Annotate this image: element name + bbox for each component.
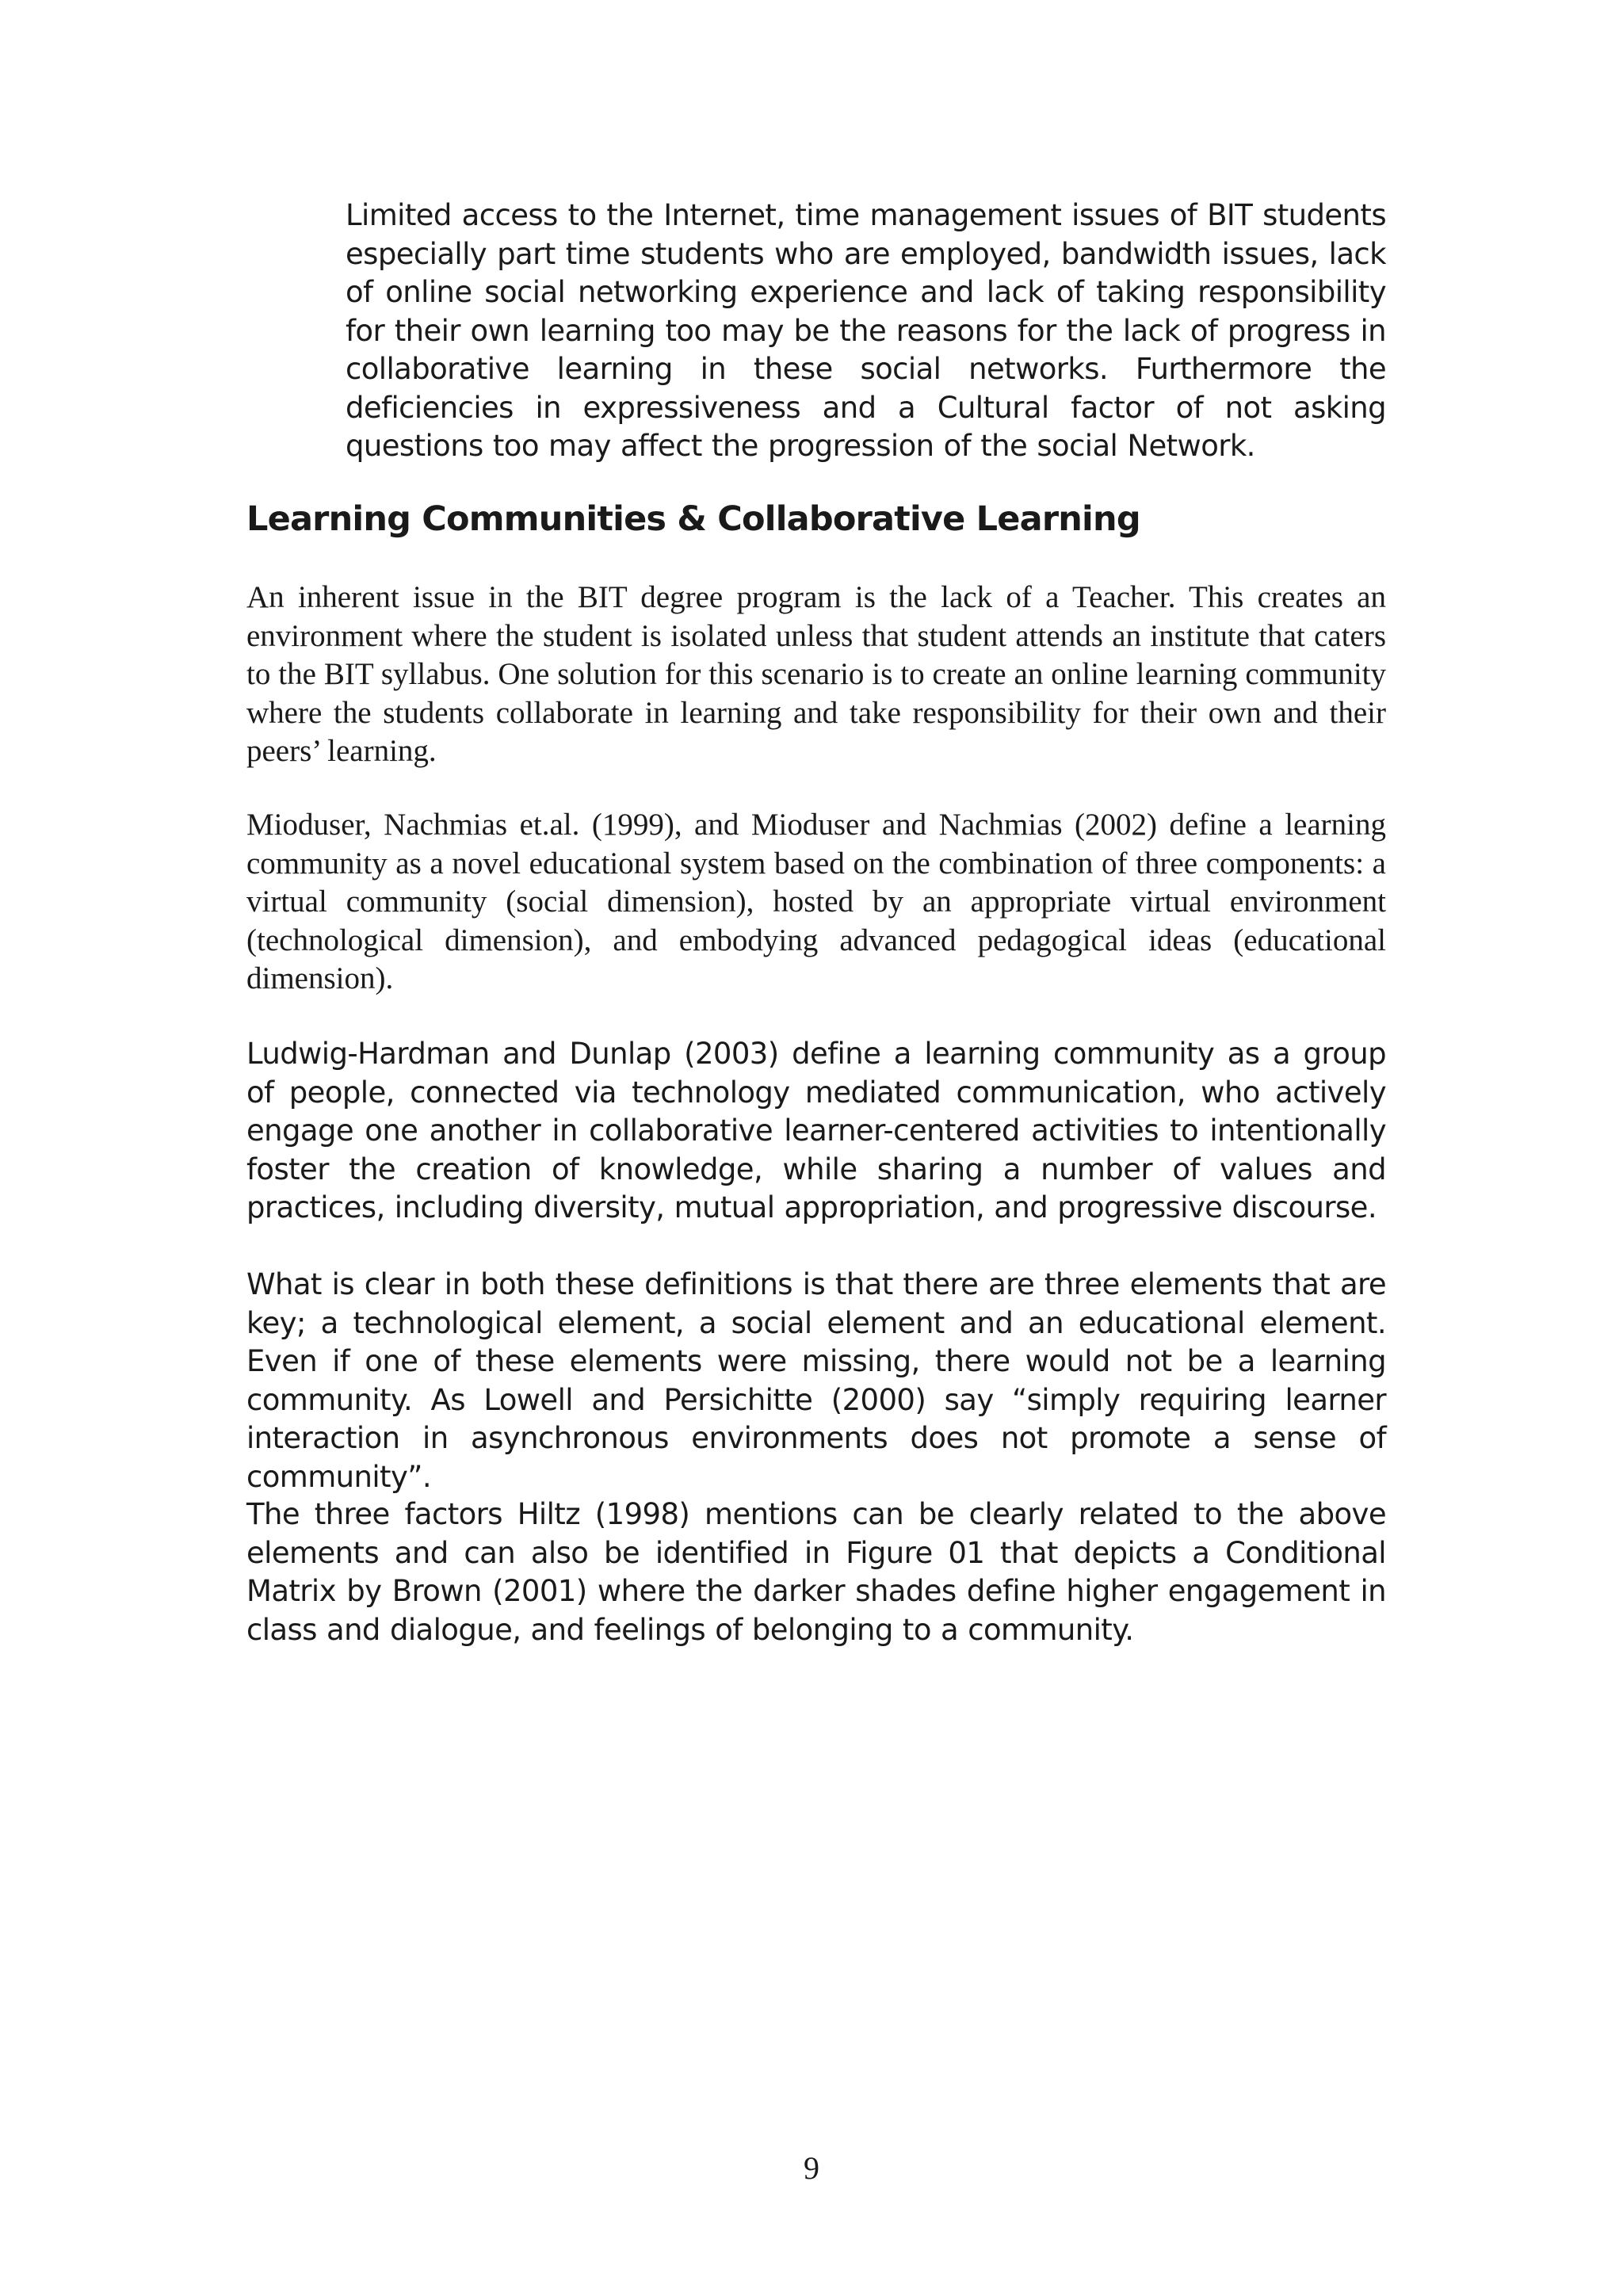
quote-paragraph: Limited access to the Internet, time management issues of BIT students especially part time students who are employed, bandwidth issues, lack of online social networking experience and lack of taking responsibility for their own learning too may be the reasons for the lack of progress in collaborative learning in these social networks. Furthermore the deficiencies in expressiveness and a Cultural factor of not asking questions too may affect the progression of the social Network.	[346, 198, 1386, 463]
body-paragraph-2: Mioduser, Nachmias et.al. (1999), and Mioduser and Nachmias (2002) define a learning community as a novel educational system based on the combination of three components: a virtual community (social dimension), hosted by an appropriate virtual environment (technological dimension), and embodying advanced pedagogical ideas (educational dimension).	[246, 808, 1386, 995]
body-paragraph-1: An inherent issue in the BIT degree program is the lack of a Teacher. This creates an environment where the student is isolated unless that student attends an institute that caters to the BIT syllabus. One solution for this scenario is to create an online learning community where the students collaborate in learning and take responsibility for their own and their peers’ learning.	[246, 580, 1386, 768]
body-paragraph-4: What is clear in both these definitions is that there are three elements that are key; a technological element, a social element and an educational element. Even if one of these elements were missing, there would not be a learning community. As Lowell and Persichitte (2000) say “simply requiring learner interaction in asynchronous environments does not promote a sense of community”.	[246, 1267, 1386, 1494]
page-number: 9	[804, 2150, 819, 2186]
body-paragraph-5: The three factors Hiltz (1998) mentions can be clearly related to the above elements and can also be identified in Figure 01 that depicts a Conditional Matrix by Brown (2001) where the darker shades define higher engagement in class and dialogue, and feelings of belonging to a community.	[246, 1497, 1386, 1647]
body-paragraph-3: Ludwig-Hardman and Dunlap (2003) define a learning community as a group of people, connected via technology mediated communication, who actively engage one another in collaborative learner-centered activities to intentionally foster the creation of knowledge, while sharing a number of values and practices, including diversity, mutual appropriation, and progressive discourse.	[246, 1037, 1386, 1224]
section-heading: Learning Communities & Collaborative Learning	[246, 499, 1140, 539]
